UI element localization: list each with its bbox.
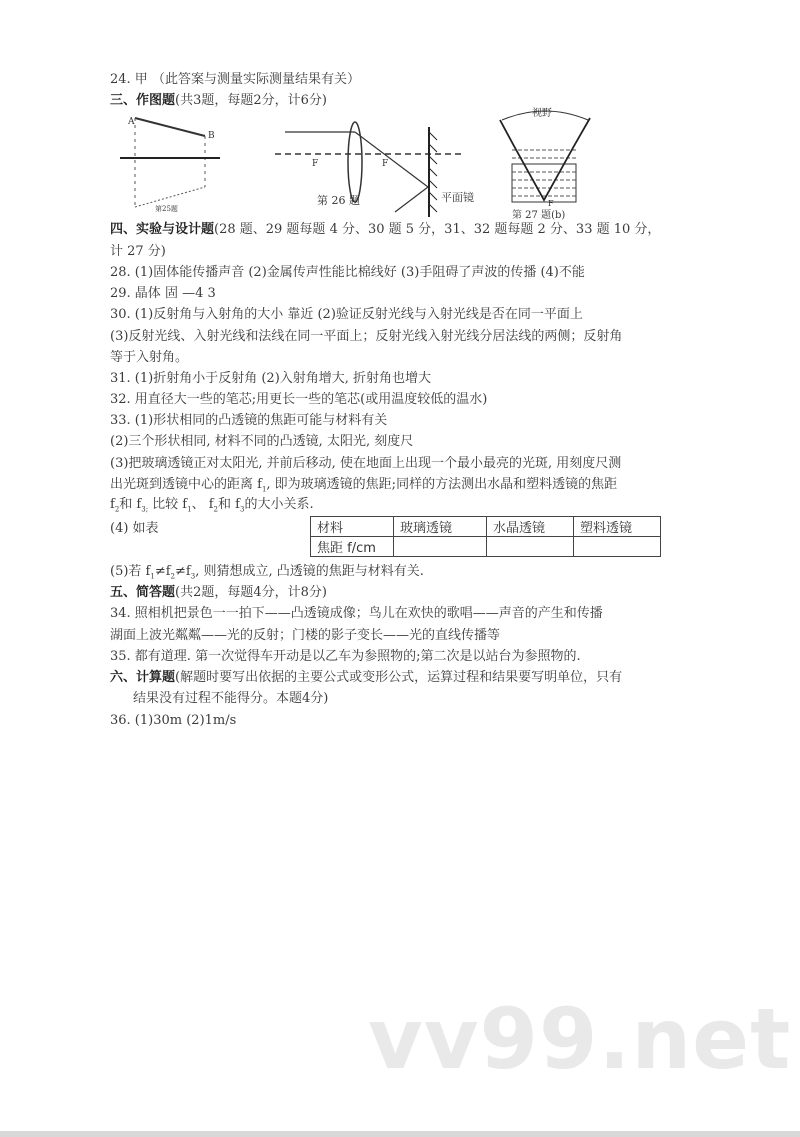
text: 的大小关系. (244, 497, 314, 512)
answer-33-part3-end (110, 497, 314, 518)
answer-31: 31. (1)折射角小于反射角 (2)入射角增大, 折射角也增大 (110, 371, 432, 386)
subscript: 2 (170, 572, 176, 581)
table-row (311, 537, 661, 557)
text: f (110, 497, 115, 512)
section-6-heading (110, 670, 622, 686)
figure-caption: 第 27 题(b) (512, 210, 566, 220)
subscript: 2 (213, 505, 219, 514)
section-title: 五、简答题 (110, 585, 176, 600)
answer-29: 29. 晶体 固 —4 3 (110, 286, 216, 301)
answer-36: 36. (1)30m (2)1m/s (110, 713, 237, 728)
subscript: 1 (150, 572, 155, 581)
section-note: (共3题，每题2分，计6分) (175, 93, 327, 108)
section-note: (共2题，每题4分，计8分) (175, 585, 327, 600)
focus-label-left: F (312, 159, 319, 169)
answer-33-part3-cont (110, 477, 617, 498)
text: ≠f (154, 564, 171, 579)
subscript: 1 (187, 505, 192, 514)
row-label: 焦距 f/cm (311, 537, 394, 557)
figure-26 (255, 112, 475, 217)
section-4-heading (110, 222, 660, 238)
table-header: 材料 (311, 517, 394, 537)
section-4-note-cont: 计 27 分) (110, 244, 166, 259)
page-bottom-edge (0, 1131, 800, 1137)
text: 和 f (119, 497, 142, 512)
section-note: (解题时要写出依据的主要公式或变形公式，运算过程和结果要写明单位，只有 (175, 670, 623, 685)
section-6-note-cont: 结果没有过程不能得分。本题4分) (133, 691, 329, 706)
table-cell (487, 537, 574, 557)
figure-caption: 第25题 (155, 205, 178, 212)
answer-33: 33. (1)形状相同的凸透镜的焦距可能与材料有关 (110, 413, 388, 428)
answer-24: 24. 甲 （此答案与测量实际测量结果有关） (110, 72, 360, 87)
answer-34: 34. 照相机把景色一一拍下——凸透镜成像；鸟儿在欢快的歌唱——声音的产生和传播 (110, 606, 603, 621)
answer-30: 30. (1)反射角与入射角的大小 靠近 (2)验证反射光线与入射光线是否在同一平面上 (110, 307, 583, 322)
text: , 则猜想成立, 凸透镜的焦距与材料有关. (195, 564, 424, 579)
answer-28: 28. (1)固体能传播声音 (2)金属传声性能比棉线好 (3)手阻碍了声波的传播 (4)不能 (110, 265, 585, 280)
section-title: 四、实验与设计题 (110, 222, 215, 237)
section-title: 六、计算题 (110, 670, 176, 685)
table-header-row (311, 517, 661, 537)
figure-25 (120, 112, 220, 212)
section-title: 三、作图题 (110, 93, 176, 108)
focus-label-right: F (382, 159, 389, 169)
point-label: F (548, 199, 554, 208)
table-cell (574, 537, 661, 557)
answer-33-part2: (2)三个形状相同, 材料不同的凸透镜, 太阳光, 刻度尺 (110, 434, 414, 449)
section-note: (28 题、29 题每题 4 分、30 题 5 分，31、32 题每题 2 分、33 题 10 分， (214, 222, 661, 237)
text: 出光斑到透镜中心的距离 f (110, 477, 262, 492)
text: (5)若 f (110, 564, 151, 579)
figure-27 (490, 106, 600, 220)
answer-33-part4: (4) 如表 (110, 521, 159, 536)
answer-33-part3: (3)把玻璃透镜正对太阳光, 并前后移动, 使在地面上出现一个最小最亮的光斑, 用刻度尺测 (110, 456, 622, 471)
subscript: 3 (190, 572, 196, 581)
table-header: 水晶透镜 (487, 517, 574, 537)
text: 和 f (218, 497, 240, 512)
text: , 即为玻璃透镜的焦距;同样的方法测出水晶和塑料透镜的焦距 (266, 477, 618, 492)
table-header: 玻璃透镜 (394, 517, 487, 537)
label-a: A (128, 117, 135, 127)
text: 比较 f (148, 497, 188, 512)
subscript: 3; (141, 505, 149, 514)
answer-34-cont: 湖面上波光粼粼——光的反射；门楼的影子变长——光的直线传播等 (110, 628, 501, 643)
answer-33-part5 (110, 564, 424, 585)
answer-30-part3: (3)反射光线、入射光线和法线在同一平面上；反射光线入射光线分居法线的两侧；反射角 (110, 329, 623, 344)
text: ≠f (175, 564, 191, 579)
answer-32: 32. 用直径大一些的笔芯;用更长一些的笔芯(或用温度较低的温水) (110, 392, 488, 407)
mirror-label: 平面镜 (441, 191, 474, 204)
subscript: 2 (114, 505, 120, 514)
answer-35: 35. 都有道理. 第一次觉得车开动是以乙车为参照物的;第二次是以站台为参照物的. (110, 649, 581, 664)
watermark: vv99.net (368, 990, 792, 1088)
answer-30-part3-cont: 等于入射角。 (110, 350, 189, 365)
focal-length-table (310, 516, 661, 557)
figure-caption: 第 26 题 (317, 194, 360, 207)
table-cell (394, 537, 487, 557)
section-3-heading (110, 93, 327, 109)
subscript: 3 (239, 505, 245, 514)
label-b: B (208, 131, 215, 141)
text: 、 f (191, 497, 214, 512)
view-label: 视野 (532, 108, 552, 119)
subscript: 1 (261, 485, 267, 494)
section-5-heading (110, 585, 327, 601)
table-header: 塑料透镜 (574, 517, 661, 537)
